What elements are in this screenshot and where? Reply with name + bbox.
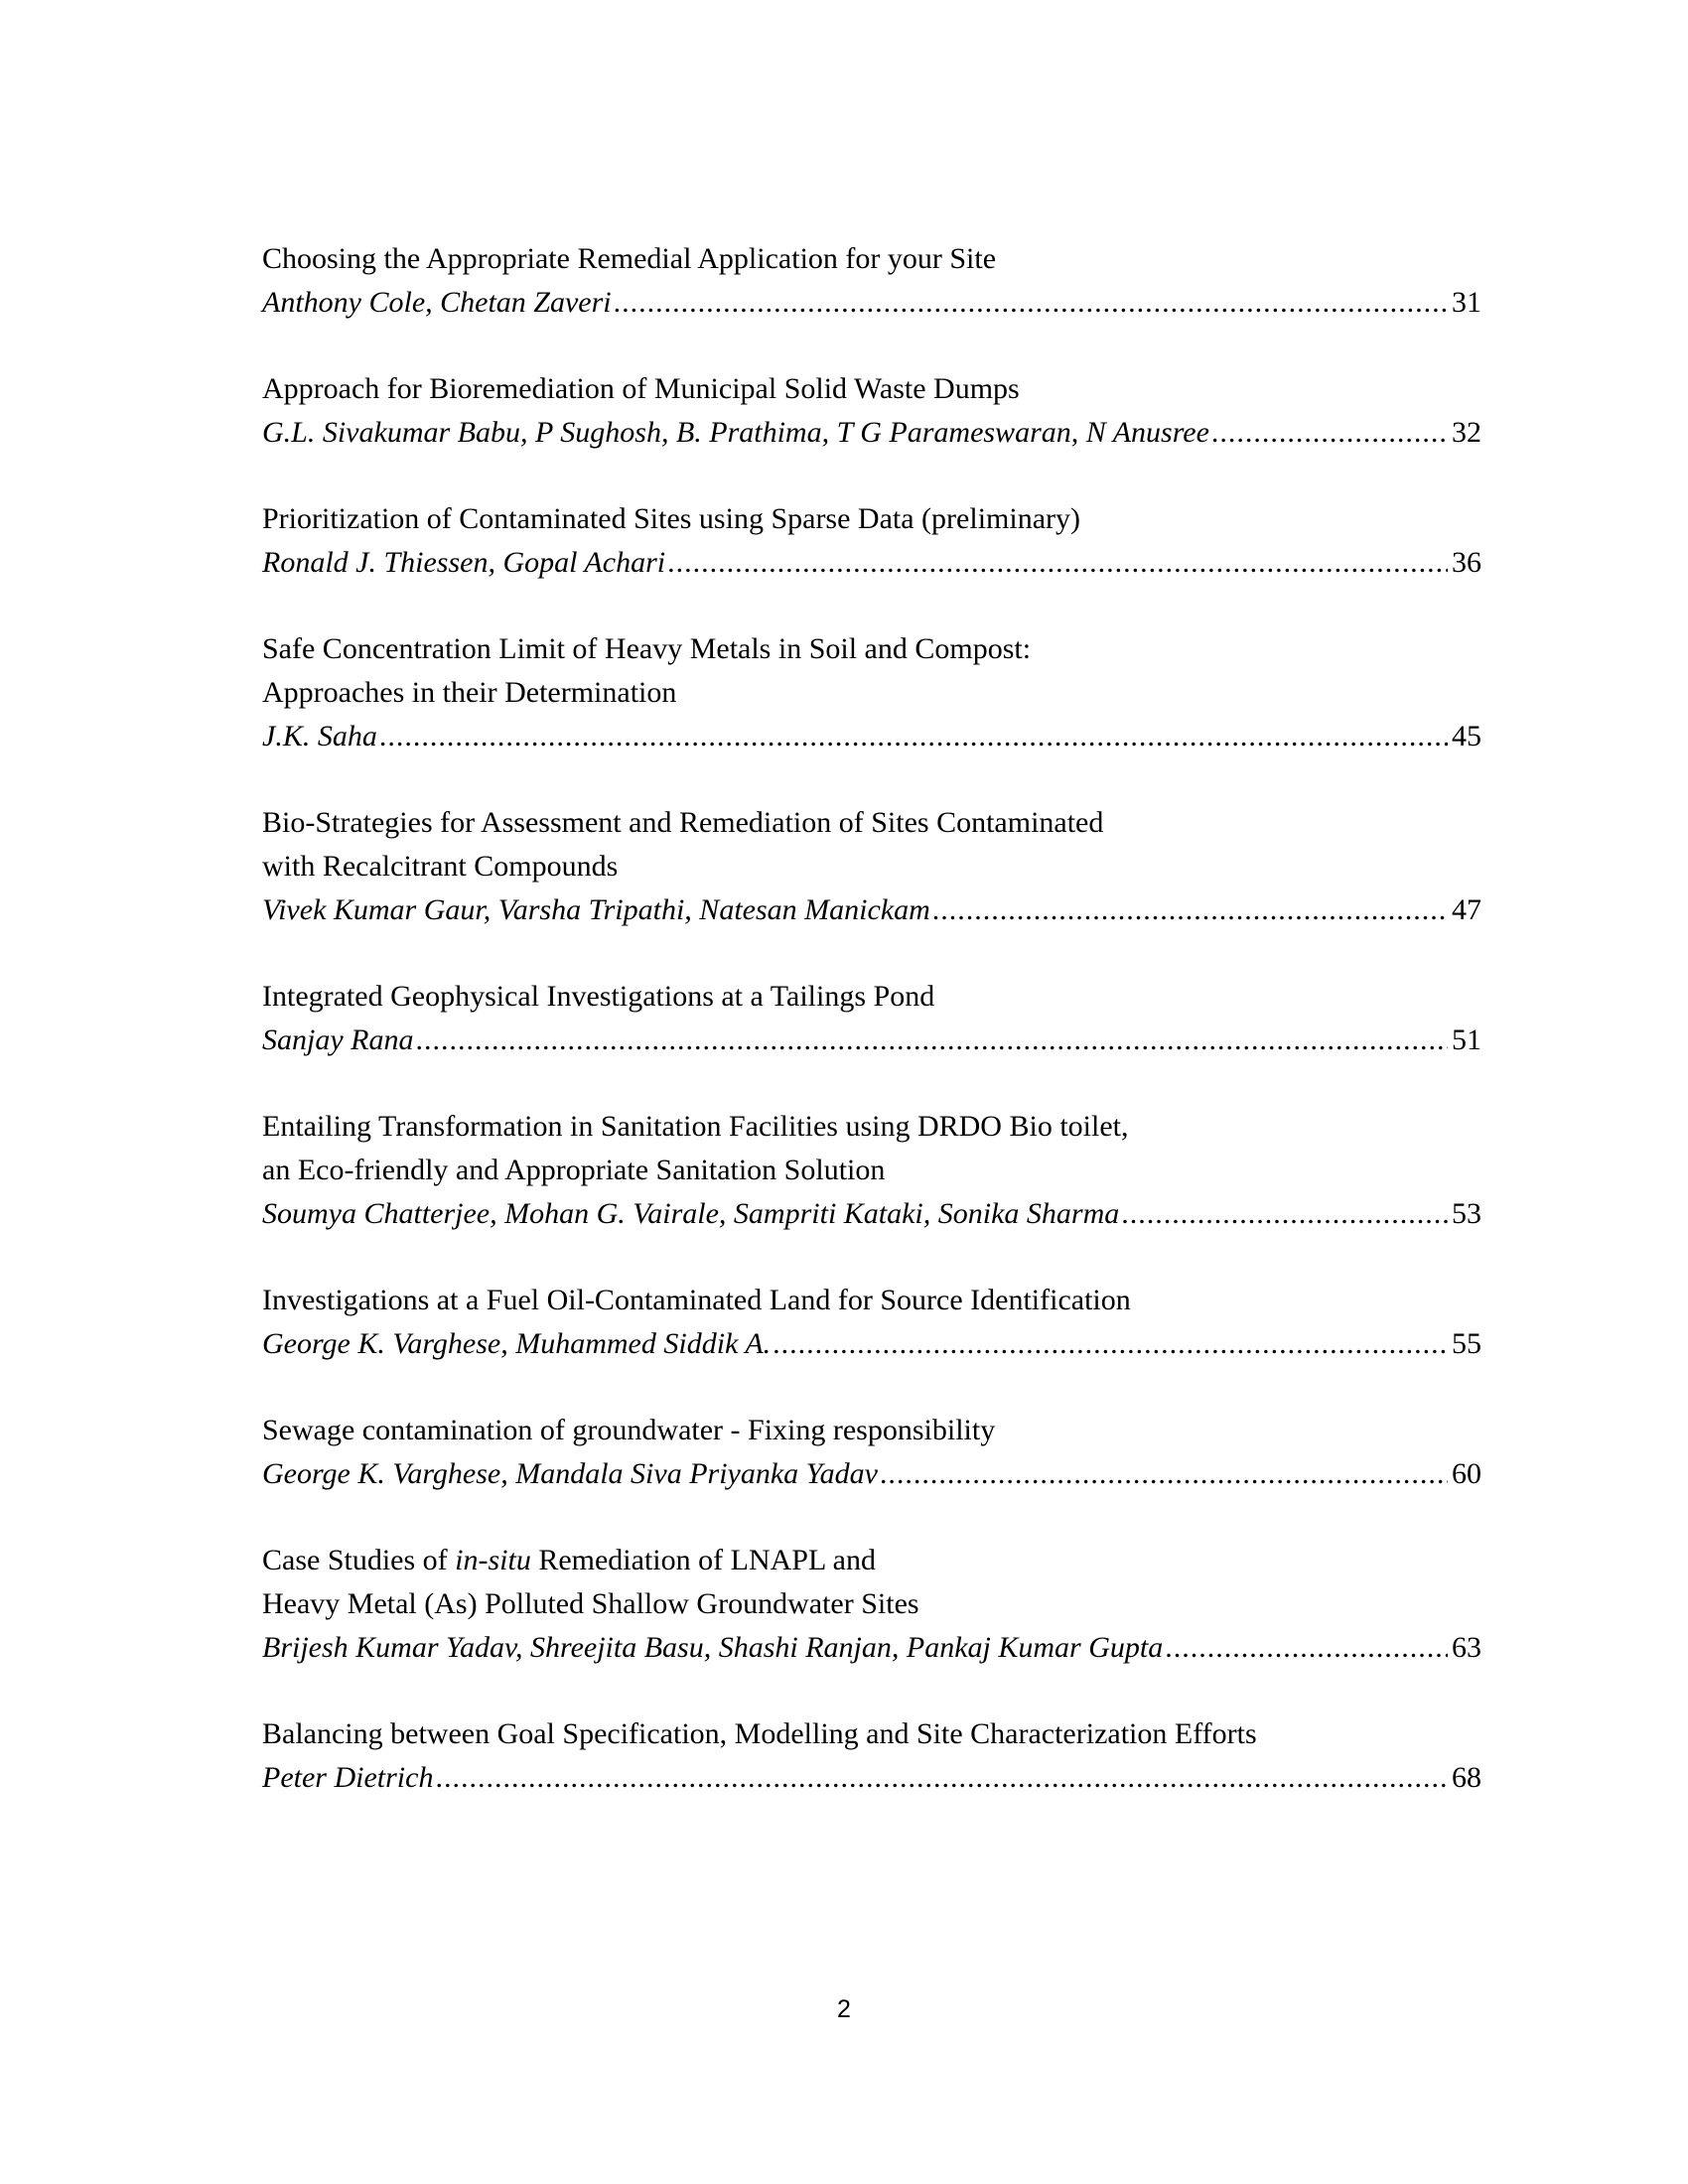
dot-leader [880, 1452, 1448, 1496]
toc-entry-title-text: Bio-Strategies for Assessment and Remediation of Sites Contaminated [262, 806, 1104, 839]
toc-entry-authors: J.K. Saha [262, 720, 377, 752]
toc-entry-author-line [262, 1322, 1481, 1366]
toc-entry-title-text: an Eco-friendly and Appropriate Sanitation Solution [262, 1154, 886, 1186]
toc-entry-title-text: Entailing Transformation in Sanitation Facilities using DRDO Bio toilet, [262, 1110, 1129, 1143]
toc-entry[interactable] [262, 627, 1481, 758]
toc-entry-title [262, 1279, 1481, 1322]
page-number: 2 [837, 1995, 851, 2023]
toc-entry[interactable] [262, 975, 1481, 1062]
toc-entry-authors: Soumya Chatterjee, Mohan G. Vairale, Sampriti Kataki, Sonika Sharma [262, 1197, 1120, 1230]
toc-entry-author-line [262, 1756, 1481, 1800]
toc-entry[interactable] [262, 1105, 1481, 1236]
toc-entry-authors: Sanjay Rana [262, 1024, 414, 1056]
toc-entry[interactable] [262, 1539, 1481, 1670]
dot-leader [379, 715, 1448, 758]
toc-entry-title [262, 237, 1481, 281]
dot-leader [1165, 1626, 1448, 1670]
toc-entry-title-italic: in-situ [455, 1544, 531, 1576]
toc-entry-title [262, 1105, 1481, 1149]
toc-entry-authors: George K. Varghese, Mandala Siva Priyanka Yadav [262, 1457, 878, 1490]
toc-entry[interactable] [262, 497, 1481, 585]
dot-leader [435, 1756, 1448, 1800]
toc-entry-author-line [262, 1452, 1481, 1496]
toc-entry-authors: Peter Dietrich [262, 1761, 434, 1794]
dot-leader [773, 1322, 1448, 1366]
toc-entry-author-line [262, 411, 1481, 455]
toc-entry-title-text: with Recalcitrant Compounds [262, 850, 619, 883]
toc-entry-title [262, 975, 1481, 1019]
toc-entry-title-text: Approaches in their Determination [262, 676, 677, 709]
toc-entry-page: 53 [1452, 1197, 1481, 1230]
toc-entry-page: 68 [1452, 1761, 1481, 1794]
toc-entry-page: 63 [1452, 1631, 1481, 1664]
toc-entry-author-line [262, 715, 1481, 758]
toc-entry-title-text: Prioritization of Contaminated Sites using Sparse Data (preliminary) [262, 502, 1080, 535]
toc-entry-title-text: Heavy Metal (As) Polluted Shallow Groundwater Sites [262, 1587, 919, 1620]
toc-entry-title [262, 1409, 1481, 1452]
toc-entry-page: 51 [1452, 1024, 1481, 1056]
toc-entry-authors: Brijesh Kumar Yadav, Shreejita Basu, Shashi Ranjan, Pankaj Kumar Gupta [262, 1631, 1164, 1664]
toc-entry-title [262, 367, 1481, 411]
toc-entry-title-text: Safe Concentration Limit of Heavy Metals in Soil and Compost: [262, 632, 1032, 665]
toc-entry[interactable] [262, 1279, 1481, 1366]
toc-entry-title-text: Investigations at a Fuel Oil-Contaminated Land for Source Identification [262, 1284, 1131, 1316]
toc-entry-title [262, 1149, 1481, 1192]
toc-entry-page: 31 [1452, 286, 1481, 319]
toc-entry-title [262, 1539, 1481, 1582]
toc-entry-author-line [262, 1192, 1481, 1236]
toc-entry-authors: George K. Varghese, Muhammed Siddik A. [262, 1327, 772, 1360]
toc-entry-title [262, 801, 1481, 845]
toc-entry-authors: G.L. Sivakumar Babu, P Sughosh, B. Prathima, T G Parameswaran, N Anusree [262, 416, 1209, 449]
toc-entry-title [262, 671, 1481, 715]
toc-entry-page: 45 [1452, 720, 1481, 752]
toc-entry-title-text: Integrated Geophysical Investigations at a Tailings Pond [262, 980, 935, 1013]
toc-entry-author-line [262, 1019, 1481, 1062]
toc-entry-title-text: Case Studies of [262, 1544, 456, 1576]
toc-entry-authors: Vivek Kumar Gaur, Varsha Tripathi, Natesan Manickam [262, 893, 930, 926]
dot-leader [1121, 1192, 1448, 1236]
toc-entry-authors: Ronald J. Thiessen, Gopal Achari [262, 546, 666, 579]
toc-entry[interactable] [262, 801, 1481, 932]
toc-entry-title-text: Balancing between Goal Specification, Modelling and Site Characterization Efforts [262, 1717, 1257, 1750]
toc-entry-title-text: Approach for Bioremediation of Municipal Solid Waste Dumps [262, 372, 1020, 405]
toc-entry-authors: Anthony Cole, Chetan Zaveri [262, 286, 612, 319]
toc-entry-page: 36 [1452, 546, 1481, 579]
toc-entry-title-text: Choosing the Appropriate Remedial Application for your Site [262, 242, 997, 275]
toc-entry-author-line [262, 1626, 1481, 1670]
toc-entry-author-line [262, 281, 1481, 325]
table-of-contents [262, 237, 1481, 1843]
toc-entry[interactable] [262, 367, 1481, 455]
dot-leader [932, 888, 1448, 932]
toc-entry-title [262, 627, 1481, 671]
dot-leader [1211, 411, 1448, 455]
dot-leader [667, 541, 1448, 585]
toc-entry-title [262, 845, 1481, 888]
dot-leader [415, 1019, 1448, 1062]
toc-entry[interactable] [262, 237, 1481, 325]
toc-entry-title-text: Sewage contamination of groundwater - Fixing responsibility [262, 1414, 996, 1446]
toc-entry[interactable] [262, 1712, 1481, 1800]
toc-entry-author-line [262, 541, 1481, 585]
toc-entry-title [262, 1582, 1481, 1626]
toc-entry-page: 60 [1452, 1457, 1481, 1490]
toc-entry-title [262, 497, 1481, 541]
toc-entry-page: 47 [1452, 893, 1481, 926]
toc-entry-page: 32 [1452, 416, 1481, 449]
dot-leader [614, 281, 1448, 325]
toc-entry-title [262, 1712, 1481, 1756]
toc-entry[interactable] [262, 1409, 1481, 1496]
toc-entry-page: 55 [1452, 1327, 1481, 1360]
toc-entry-author-line [262, 888, 1481, 932]
toc-entry-title-text: Remediation of LNAPL and [530, 1544, 876, 1576]
